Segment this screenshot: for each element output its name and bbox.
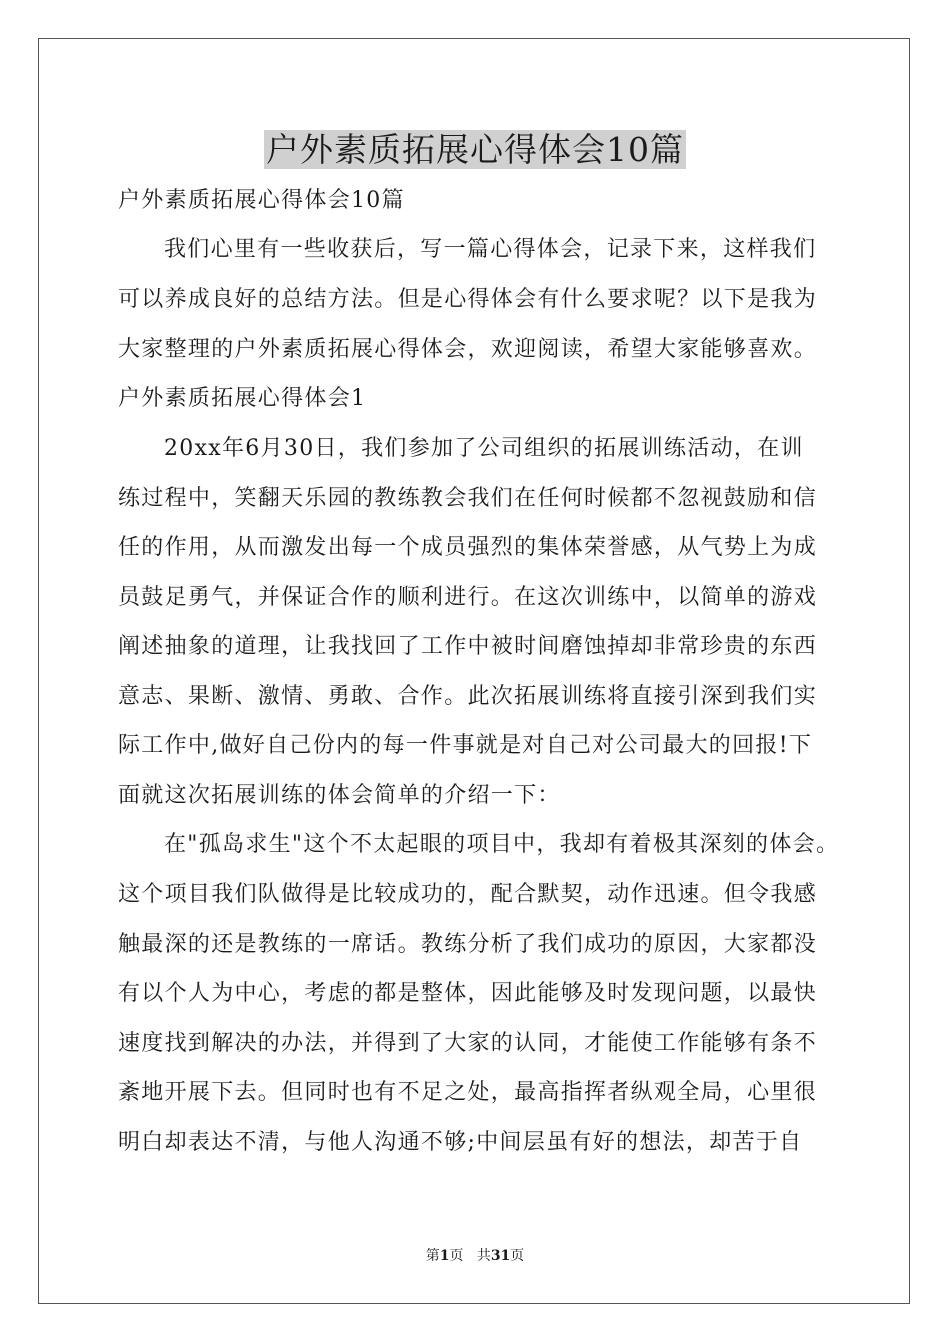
page-number: 1	[439, 1248, 450, 1264]
body-line: 20xx年6月30日，我们参加了公司组织的拓展训练活动，在训	[164, 436, 804, 461]
body-line: 明白却表达不清，与他人沟通不够;中间层虽有好的想法，却苦于自	[118, 1130, 803, 1155]
total-suffix: 页	[510, 1248, 525, 1264]
document-title	[0, 128, 950, 172]
body-line: 大家整理的户外素质拓展心得体会，欢迎阅读，希望大家能够喜欢。	[118, 337, 818, 362]
body-line: 有以个人为中心，考虑的都是整体，因此能够及时发现问题，以最快	[118, 981, 818, 1006]
body-line: 可以养成良好的总结方法。但是心得体会有什么要求呢？以下是我为	[118, 287, 818, 312]
body-line: 触最深的还是教练的一席话。教练分析了我们成功的原因，大家都没	[118, 932, 818, 957]
body-line: 速度找到解决的办法，并得到了大家的认同，才能使工作能够有条不	[118, 1031, 818, 1056]
page-suffix: 页	[449, 1248, 464, 1264]
body-line: 紊地开展下去。但同时也有不足之处，最高指挥者纵观全局，心里很	[118, 1080, 818, 1105]
body-line: 在"孤岛求生"这个不太起眼的项目中，我却有着极其深刻的体会。	[164, 832, 840, 857]
section-heading: 户外素质拓展心得体会1	[118, 386, 367, 411]
body-line: 阐述抽象的道理，让我找回了工作中被时间磨蚀掉却非常珍贵的东西	[118, 634, 818, 659]
page-prefix: 第	[425, 1248, 440, 1264]
body-line: 我们心里有一些收获后，写一篇心得体会，记录下来，这样我们	[164, 237, 817, 262]
page-footer	[0, 1246, 950, 1266]
subtitle-line: 户外素质拓展心得体会10篇	[118, 188, 405, 213]
body-line: 任的作用，从而激发出每一个成员强烈的集体荣誉感，从气势上为成	[118, 535, 818, 560]
total-pages: 31	[490, 1248, 511, 1264]
body-line: 员鼓足勇气，并保证合作的顺利进行。在这次训练中，以简单的游戏	[118, 585, 818, 610]
body-line: 练过程中，笑翻天乐园的教练教会我们在任何时候都不忽视鼓励和信	[118, 486, 818, 511]
body-line: 面就这次拓展训练的体会简单的介绍一下：	[118, 783, 561, 808]
body-line: 意志、果断、激情、勇敢、合作。此次拓展训练将直接引深到我们实	[118, 684, 818, 709]
document-title-text: 户外素质拓展心得体会10篇	[266, 130, 684, 169]
body-line: 际工作中,做好自己份内的每一件事就是对自己对公司最大的回报!下	[118, 733, 813, 758]
body-line: 这个项目我们队做得是比较成功的，配合默契，动作迅速。但令我感	[118, 882, 818, 907]
page-border	[38, 38, 910, 1304]
total-prefix: 共	[476, 1248, 491, 1264]
